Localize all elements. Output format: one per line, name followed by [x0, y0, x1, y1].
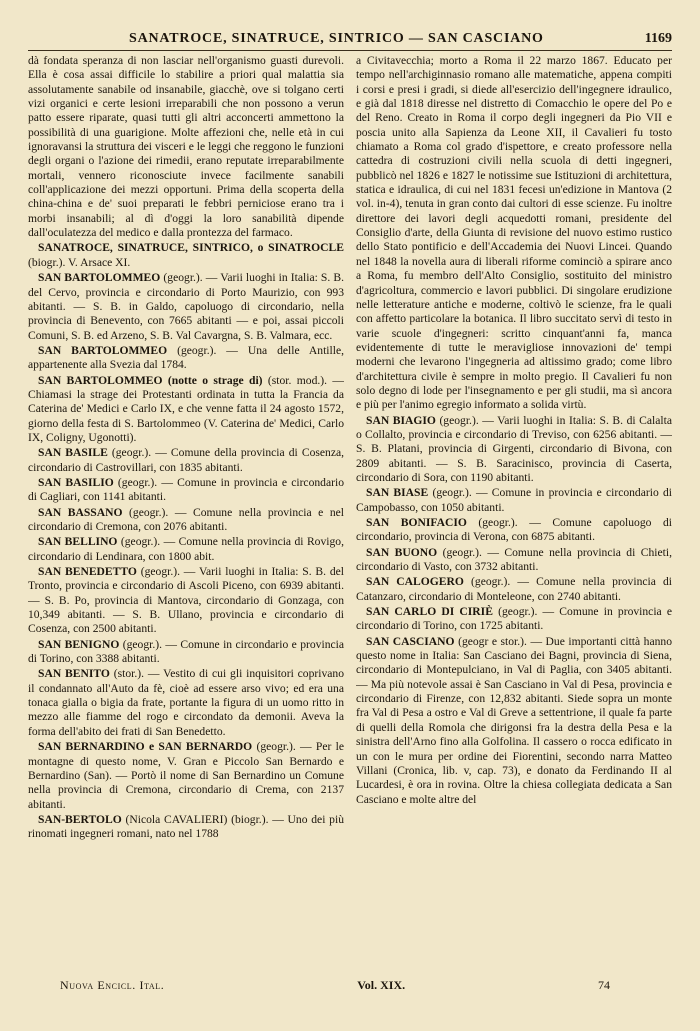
entry-paragraph [28, 565, 344, 637]
entry-headword: SAN BASILE [38, 446, 108, 460]
entry-paragraph [28, 506, 344, 535]
entry-paragraph [28, 241, 344, 270]
page-footer [60, 976, 610, 994]
entry-text: (geogr.). — Varii luoghi in Italia: S. B. di Calalta o Collalto, provincia e circondario di Treviso, con 6256 abitanti. — S. B. Platani, provincia di Girgenti, circondario di Bivona, con 2809 abitanti. — S. B. Saracinisco, provincia di Caserta, circondario di Sora, con 1190 abitanti. [356, 413, 672, 484]
entry-paragraph [28, 740, 344, 812]
entry-paragraph [28, 344, 344, 373]
entry-text: (geogr.). — Per le montagne di questo nome, V. Gran e Piccolo San Bernardo e Bernardino (San). — Portò il nome di San Bernardino un Comune nella provincia di Cremona, circondario di Crema, con 2137 abitanti. [28, 740, 344, 811]
signature-mark: Nuova Encicl. Ital. [60, 977, 165, 992]
entry-text: (geogr.). — Comune della provincia di Cosenza, circondario di Castrovillari, con 1835 abitanti. [28, 446, 344, 474]
entry-text: (geogr.). — Comune nella provincia e nel circondario di Cremona, con 2076 abitanti. [28, 505, 344, 533]
page-number: 1169 [644, 31, 672, 46]
entry-headword: SAN-BERTOLO [38, 812, 122, 826]
page-header [28, 28, 672, 51]
entry-text: (geogr.). — Comune in provincia e circondario di Cagliari, con 1141 abitanti. [28, 475, 344, 504]
entry-text: (geogr.). — Comune nella provincia di Rovigo, circondario di Lendinara, con 1800 abit. [28, 535, 344, 563]
entry-text: (Nicola CAVALIERI) (biogr.). — Uno dei più rinomati ingegneri romani, nato nel 1788 [28, 812, 344, 841]
entry-text: (stor. mod.). — Chiamasi la strage dei Protestanti ordinata in tutta la Francia da Caterina de' Medici e Carlo IX, e che venne fatta il 24 agosto 1572, giorno della festa di S. Bartolommeo (V. Caterina de' Medici, Carlo IX, Coligny, Ugonotti). [28, 373, 344, 444]
entry-paragraph [28, 667, 344, 739]
entry-paragraph [356, 575, 672, 604]
entry-paragraph [28, 813, 344, 842]
entry-headword: SAN CARLO DI CIRIÈ [366, 605, 493, 619]
entry-headword: SAN BERNARDINO e SAN BERNARDO [38, 740, 253, 754]
entry-paragraph [28, 476, 344, 505]
right-column [356, 54, 672, 972]
entry-paragraph [28, 638, 344, 667]
entry-headword: SAN BONIFACIO [366, 516, 467, 529]
entry-paragraph [28, 535, 344, 564]
entry-text: (stor.). — Vestito di cui gli inquisitori coprivano il condannato all'Auto da fè, cioè ad essere arso vivo; ed era una tonaca gialla o bigia da frate, portante la figura di un uomo ritto in mezzo alle fiamme del rogo e circondato da demonii. Aveva la forma dell'abito dei frati di San Benedetto. [28, 667, 344, 738]
text-columns [28, 54, 672, 972]
entry-paragraph [356, 635, 672, 807]
entry-text: (geogr e stor.). — Due importanti città hanno questo nome in Italia: San Casciano dei Bagni, provincia di Siena, circondario di Montepulciano, in Val di Paglia, con 3405 abitanti. — Ma più notevole assai è San Casciano in Val di Pesa, provincia e circondario di Firenze, con 12,832 abitanti. Siede sopra un monte fra Val di Pesa a ostro e Val di Greve a settentrione, il quale fa parte di quelli della Romola che dirigonsi fra la destra della Pesa e la sinistra dell'Arno fino alla Golfolina. Il cassero o rocca edificato in un con le mura per ordine dei Fiorentini, secondo narra Matteo Villani (Cronica, lib. v, cap. 73), e donato da Ferdinando II al Lucardesi, è ora in rovina. Oltre la chiesa collegiata dedicata a San Casciano e molte altre del [356, 634, 672, 806]
entry-text: (geogr.). — Comune nella provincia di Catanzaro, circondario di Monteleone, con 2740 abitanti. [356, 575, 672, 603]
entry-headword: SAN BARTOLOMMEO [38, 271, 161, 285]
entry-text: (geogr.). — Comune in circondario e provincia di Torino, con 3388 abitanti. [28, 637, 344, 666]
entry-paragraph [28, 374, 344, 446]
entry-text: (geogr.). — Varii luoghi in Italia: S. B. del Cervo, provincia e circondario di Porto Maurizio, con 993 abitanti. — S. B. in Galdo, capoluogo di circondario, nella provincia di Benevento, con 7665 abitanti — e poi, assai piccoli Comuni, S. B. ed Arzeno, S. B. Val Cavargna, S. B. Valmara, ecc. [28, 271, 344, 342]
entry-paragraph [356, 516, 672, 545]
entry-headword: SAN BENIGNO [38, 637, 120, 651]
entry-headword: SAN BENEDETTO [38, 565, 137, 579]
entry-text: (geogr.). — Comune in provincia e circondario di Campobasso, con 1050 abitanti. [356, 486, 672, 514]
sheet-number: 74 [597, 977, 610, 992]
entry-paragraph [28, 271, 344, 343]
entry-text: (geogr.). — Varii luoghi in Italia: S. B. del Tronto, provincia e circondario di Ascoli Piceno, con 6939 abitanti. — S. B. Po, provincia di Mantova, circondario di Gonzaga, con 10,349 abitanti. — S. B. Ullano, provincia e circondario di Cosenza, con 2500 abitanti. [28, 565, 344, 636]
entry-headword: SAN BIAGIO [366, 413, 436, 427]
entry-headword: SAN BENITO [38, 667, 110, 681]
entry-text: (geogr.). — Comune capoluogo di circondario, provincia di Verona, con 6875 abitanti. [356, 516, 672, 544]
entry-paragraph [356, 414, 672, 486]
entry-headword: SAN BELLINO [38, 535, 118, 549]
entry-headword: SAN BASSANO [38, 505, 123, 519]
entry-headword: SAN BARTOLOMMEO (notte o strage di) [38, 373, 263, 387]
entry-text: (biogr.). V. Arsace XI. [28, 255, 131, 269]
entry-headword: SAN CASCIANO [366, 634, 455, 648]
volume-label: Vol. XIX. [357, 977, 406, 992]
entry-headword: SAN BIASE [366, 486, 429, 500]
entry-headword: SANATROCE, SINATRUCE, SINTRICO, o SINATROCLE [38, 241, 344, 255]
entry-paragraph [356, 605, 672, 634]
entry-headword: SAN CALOGERO [366, 575, 464, 589]
entry-headword: SAN BARTOLOMMEO [38, 343, 168, 357]
entry-paragraph [356, 54, 672, 413]
left-column [28, 54, 344, 972]
entry-headword: SAN BUONO [366, 545, 438, 559]
entry-text: (geogr.). — Comune nella provincia di Chieti, circondario di Vasto, con 3732 abitanti. [356, 545, 672, 574]
entry-paragraph [28, 446, 344, 475]
running-title: SANATROCE, SINATRUCE, SINTRICO — SAN CASCIANO [129, 31, 544, 46]
entry-text: (geogr.). — Una delle Antille, appartenente alla Svezia dal 1784. [28, 343, 344, 372]
entry-paragraph [28, 54, 344, 240]
entry-paragraph [356, 546, 672, 575]
entry-text: a Civitavecchia; morto a Roma il 22 marzo 1867. Educato per tempo nell'archiginnasio romano alle matematiche, appena compiti i corsi e presi i gradi, si diede all'esercizio dell'ingegnere idraulico, e già dal 1818 diresse nel distretto di Comacchio le opere del Po e del Reno. Creato in Roma il corpo degli ingegneri da Pio VII e poscia unito alla Sapienza da Leone XII, il Cavalieri fu tosto chiamato a Roma col grado d'ispettore, e creato professore nella cattedra di costruzioni civili nella scuola di detti ingegneri, pubblicò nel 1826 e 1827 le notissime sue Istituzioni di architettura, statica e idraulica, di cui nel 1831 fecesi un'edizione in Mantova (2 vol. in-4), tenuta in gran conto dai cultori di esse scienze. Fu inoltre direttore dei lavori degli acquedotti romani, presidente del Consiglio d'arte, della Giunta di revisione del nuovo estimo rustico dello Stato pontificio e dell'Accademia dei Nuovi Lincei. Quando nel 1848 la novella aura di liberali riforme cominciò a spirare anco a Roma, fu membro dell'Alto Consiglio, sostituito del ministro d'agricoltura, commercio e lavori pubblici. Di singolare erudizione nelle letterature antiche e moderne, coltivò le scienze, fra le quali con affetto particolare la botanica. Il libro succitato servì di testo in varie scuole d'ingegneri: scritto cinquant'anni fa, manca evidentemente di tutte le meravigliose innovazioni de' tempi moderni che levarono l'ingegneria ad altissimo grado; come libro d'architettura civile è sempre in molto pregio. Il Cavalieri fu non solo degno di lode per l'insegnamento e per gli studii, ma sì ancora e più per l'animo egregio informato a solida virtù. [356, 54, 672, 412]
entry-paragraph [356, 486, 672, 515]
entry-text: (geogr.). — Comune in provincia e circondario di Torino, con 1725 abitanti. [356, 605, 672, 633]
entry-text: dà fondata speranza di non lasciar nell'organismo guasti durevoli. Ella è cosa assai difficile lo stabilire a priori qual malattia sia assolutamente sanabile od insanabile, giacchè, ove si tolgano certi vizi organici e certe lesioni irreparabili che non possono a verun patto essere riparate, quasi tutti gli altri acconcerti ammettono la possibilità di una guarigione. Molte affezioni che, nelle età in cui ignoravansi la struttura dei visceri e le leggi che reggono le funzioni degli organi o l'azione dei rimedii, erano reputate irreparabilmente mortali, vennero riconosciute invece facilmente sanabili coll'applicazione dei mezzi opportuni. Prima della scoperta della china-china e de' suoi preparati le febbri perniciose erano tra i morbi insanabili; al dì d'oggi la loro sanabilità dipende dall'oculatezza del medico e dalla prontezza del farmaco. [28, 54, 344, 240]
entry-headword: SAN BASILIO [38, 475, 114, 489]
